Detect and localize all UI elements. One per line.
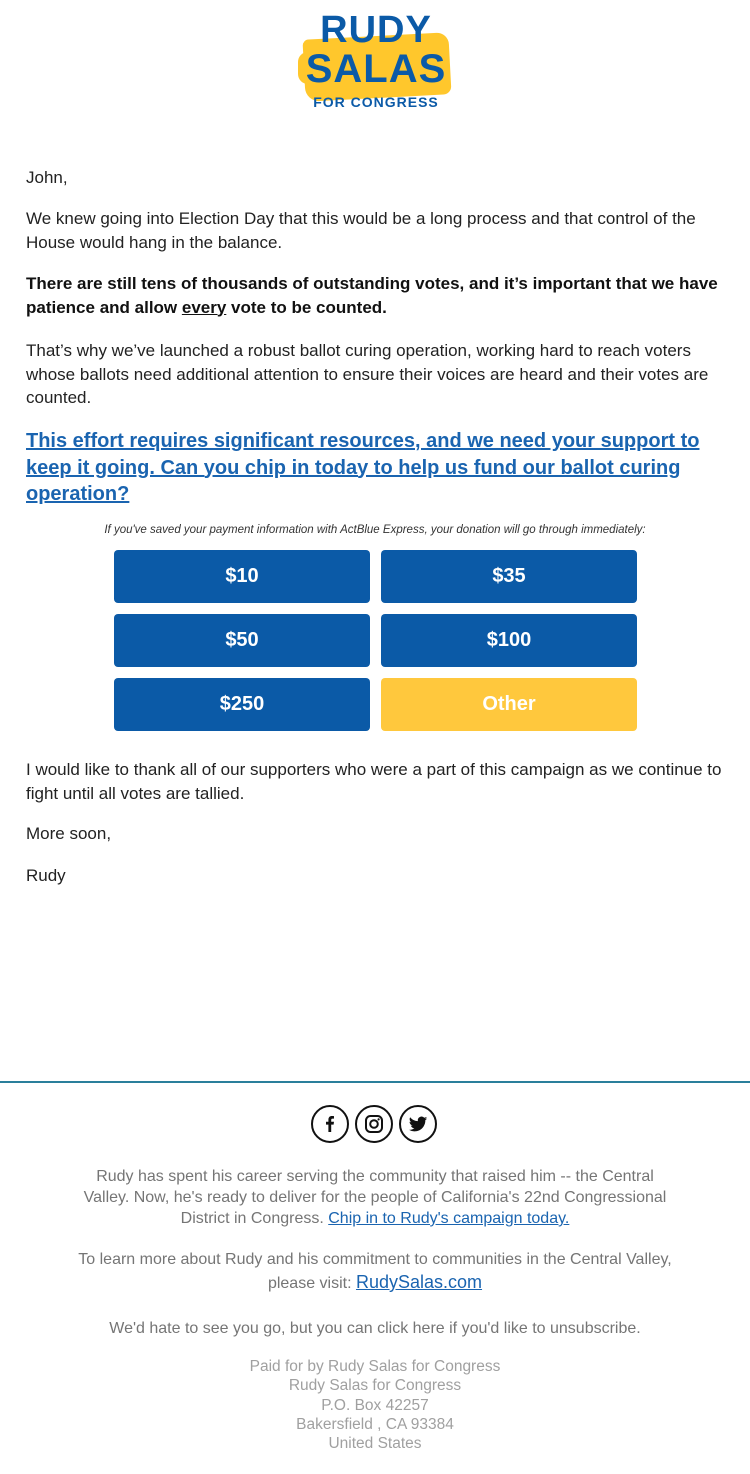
footer-learn-more-text: To learn more about Rudy and his commitment to communities in the Central Valley, please visit: (78, 1251, 672, 1292)
paragraph-thanks: I would like to thank all of our supporters who were a part of this campaign as we continue to fight until all votes are tallied. (26, 760, 722, 803)
paragraph-outstanding-votes-text: There are still tens of thousands of outstanding votes, and it’s important that we have patience and allow (26, 274, 718, 317)
address-line-country: United States (328, 1435, 422, 1453)
facebook-icon[interactable] (311, 1105, 349, 1143)
actblue-express-note: If you've saved your payment information with ActBlue Express, your donation will go through immediately: (104, 524, 646, 536)
logo-last-name: SALAS (305, 47, 447, 91)
paragraph-intro: We knew going into Election Day that this would be a long process and that control of the House would hang in the balance. (26, 209, 696, 252)
donate-250-button[interactable]: $250 (114, 678, 370, 731)
footer-website-link[interactable]: RudySalas.com (355, 1272, 483, 1292)
donate-35-button[interactable]: $35 (381, 550, 637, 603)
twitter-glyph (407, 1113, 429, 1135)
emphasis-every: every (181, 297, 227, 317)
instagram-icon[interactable] (355, 1105, 393, 1143)
paragraph-outstanding-votes-end: vote to be counted. (226, 297, 387, 317)
donate-50-button[interactable]: $50 (114, 614, 370, 667)
closing-line: More soon, (26, 824, 112, 843)
address-line-city: Bakersfield , CA 93384 (296, 1415, 454, 1433)
donate-cta-link[interactable]: This effort requires significant resources, and we need your support to keep it going. Can you chip in today to help us fund our ballot curing operation? (26, 430, 700, 505)
paragraph-outstanding-votes (26, 272, 726, 319)
campaign-logo (298, 8, 454, 114)
address-line-committee: Rudy Salas for Congress (288, 1377, 462, 1395)
footer-divider (0, 1081, 750, 1083)
donate-other-button[interactable]: Other (381, 678, 637, 731)
address-line-po-box: P.O. Box 42257 (321, 1396, 429, 1414)
signature: Rudy (26, 866, 66, 885)
donate-100-button[interactable]: $100 (381, 614, 637, 667)
logo-tagline: FOR CONGRESS (313, 94, 439, 110)
footer-about-text: Rudy has spent his career serving the community that raised him -- the Central Valley. Now, he's ready to deliver for the people of California's 22nd Congressional District in Congress. (83, 1168, 667, 1227)
footer-chip-in-link[interactable]: Chip in to Rudy's campaign today. (328, 1210, 570, 1227)
footer-about (75, 1166, 675, 1229)
facebook-glyph (320, 1114, 340, 1134)
footer-unsubscribe[interactable]: We'd hate to see you go, but you can click here if you'd like to unsubscribe. (109, 1320, 641, 1337)
logo-first-name: RUDY (320, 9, 432, 51)
donate-10-button[interactable]: $10 (114, 550, 370, 603)
twitter-icon[interactable] (399, 1105, 437, 1143)
footer-learn-more (75, 1249, 675, 1295)
footer-address (0, 1357, 750, 1453)
address-line-paid-for: Paid for by Rudy Salas for Congress (249, 1358, 501, 1375)
instagram-glyph (363, 1113, 385, 1135)
greeting: John, (26, 168, 68, 187)
paragraph-ballot-curing: That’s why we’ve launched a robust ballot curing operation, working hard to reach voters whose ballots need additional attention to ensure their voices are heard and their votes are counted. (26, 341, 709, 407)
